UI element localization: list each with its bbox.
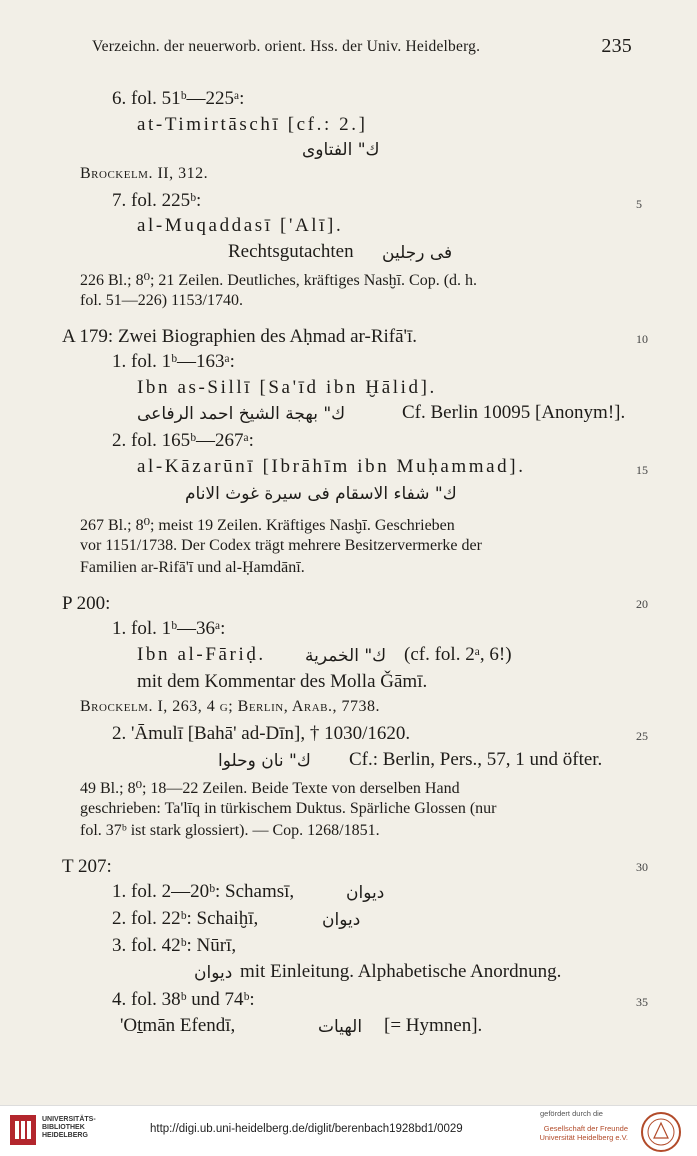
line-number: 15 — [636, 463, 648, 477]
shelfmark-t207: T 207: — [62, 856, 112, 877]
entry-item-4: 4. fol. 38ᵇ und 74ᵇ: — [112, 989, 255, 1010]
author-ibn-al-farid: Ibn al-Fāriḍ. — [137, 644, 266, 665]
cross-reference-folio: (cf. fol. 2ᵃ, 6!) — [404, 644, 512, 665]
header-title: Verzeichn. der neuerworb. orient. Hss. der Univ. Heidelberg. — [92, 38, 481, 55]
line-number: 25 — [636, 729, 648, 743]
cross-reference-berlin: Cf. Berlin 10095 [Anonym!]. — [402, 402, 626, 423]
entry-item-3: 3. fol. 42ᵇ: Nūrī, — [112, 935, 237, 956]
entry-item-1: 1. fol. 1ᵇ—163ᵃ: — [112, 351, 235, 372]
author-otman-efendi: 'Oṯmān Efendī, — [120, 1015, 236, 1036]
author-timirtaschi: at-Timirtāschī [cf.: 2.] — [137, 114, 368, 135]
university-library-logo-icon — [8, 1113, 38, 1147]
entry-item-6: 6. fol. 51ᵇ—225ᵃ: — [112, 88, 245, 109]
page-number: 235 — [601, 35, 632, 57]
line-number: 35 — [636, 995, 648, 1009]
description-line: geschrieben: Ta'līq in türkischem Duktus. Spärliche Glossen (nur — [80, 800, 497, 817]
description-line: vor 1151/1738. Der Codex trägt mehrere Besitzervermerke der — [80, 537, 482, 554]
description-line: Familien ar-Rifā'ī und al-Ḥamdānī. — [80, 559, 305, 576]
arabic-title-nan-halwa: ك" نان وحلوا — [218, 751, 311, 771]
description-line: fol. 37ᵇ ist stark glossiert). — Cop. 1268/1851. — [80, 822, 380, 839]
description-line: 267 Bl.; 8⁰; meist 19 Zeilen. Kräftiges Nasḫī. Geschrieben — [80, 517, 455, 534]
arabic-title-shifa: ك" شفاء الاسقام فى سيرة غوث الانام — [185, 484, 457, 504]
arabic-title-diwan: ديوان — [346, 883, 385, 903]
commentary-line: mit dem Kommentar des Molla Ǧāmī. — [137, 671, 428, 692]
sponsor-name: Gesellschaft der Freunde Universität Heidelberg e.V. — [539, 1124, 628, 1142]
arabic-title-khamriya: ك" الخمرية — [305, 646, 387, 666]
entry-item-2: 2. fol. 165ᵇ—267ᵃ: — [112, 430, 254, 451]
description-line: 49 Bl.; 8⁰; 18—22 Zeilen. Beide Texte von derselben Hand — [80, 780, 460, 797]
line-number: 10 — [636, 332, 648, 346]
author-muqaddasi: al-Muqaddasī ['Alī]. — [137, 215, 344, 236]
entry-item-7: 7. fol. 225ᵇ: — [112, 190, 202, 211]
shelfmark-p200: P 200: — [62, 593, 111, 614]
entry-item-1: 1. fol. 1ᵇ—36ᵃ: — [112, 618, 226, 639]
sponsor-label: gefördert durch die — [540, 1109, 603, 1118]
description-line: fol. 51—226) 1153/1740. — [80, 292, 243, 309]
cross-reference-berlin: Cf.: Berlin, Pers., 57, 1 und öfter. — [349, 749, 603, 770]
translation-hymnen: [= Hymnen]. — [384, 1015, 483, 1036]
line-number: 5 — [636, 197, 642, 211]
viewer-footer — [0, 1105, 697, 1156]
permalink-url[interactable]: http://digi.ub.uni-heidelberg.de/diglit/berenbach1928bd1/0029 — [150, 1123, 463, 1135]
author-ibn-as-silli: Ibn as-Sillī [Sa'īd ibn Ḫālid]. — [137, 377, 437, 398]
running-header — [92, 35, 632, 57]
arabic-title-fatawa: ك" الفتاوى — [302, 140, 380, 160]
arabic-title-diwan: ديوان — [322, 910, 361, 930]
arabic-title-bahjat: ك" بهجة الشيخ احمد الرفاعى — [137, 404, 346, 424]
entry-item-2: 2. 'Āmulī [Bahā' ad-Dīn], † 1030/1620. — [112, 723, 411, 744]
title-rechtsgutachten: Rechtsgutachten — [228, 241, 354, 262]
reference-brockelmann: Brockelm. II, 312. — [80, 165, 209, 182]
line-number: 20 — [636, 597, 648, 611]
description-line: 226 Bl.; 8⁰; 21 Zeilen. Deutliches, kräftiges Nasḫī. Cop. (d. h. — [80, 272, 478, 289]
line-number: 30 — [636, 860, 648, 874]
library-name: UNIVERSITÄTS- BIBLIOTHEK HEIDELBERG — [42, 1116, 96, 1139]
arabic-title-ilahiyat: الهيات — [318, 1017, 363, 1037]
arabic-title-diwan: ديوان — [194, 963, 233, 983]
shelfmark-a179: A 179: Zwei Biographien des Aḥmad ar-Rifā'ī. — [62, 326, 417, 347]
description-einleitung: mit Einleitung. Alphabetische Anordnung. — [240, 961, 562, 982]
arabic-title-rajulain: فى رجلين — [382, 243, 453, 263]
entry-item-1: 1. fol. 2—20ᵇ: Schamsī, — [112, 881, 295, 902]
author-kazaruni: al-Kāzarūnī [Ibrāhīm ibn Muḥammad]. — [137, 456, 526, 477]
reference-brockelmann: Brockelm. I, 263, 4 g; Berlin, Arab., 7738. — [80, 698, 381, 715]
entry-item-2: 2. fol. 22ᵇ: Schaiḫī, — [112, 908, 259, 929]
university-seal-icon — [640, 1111, 682, 1153]
